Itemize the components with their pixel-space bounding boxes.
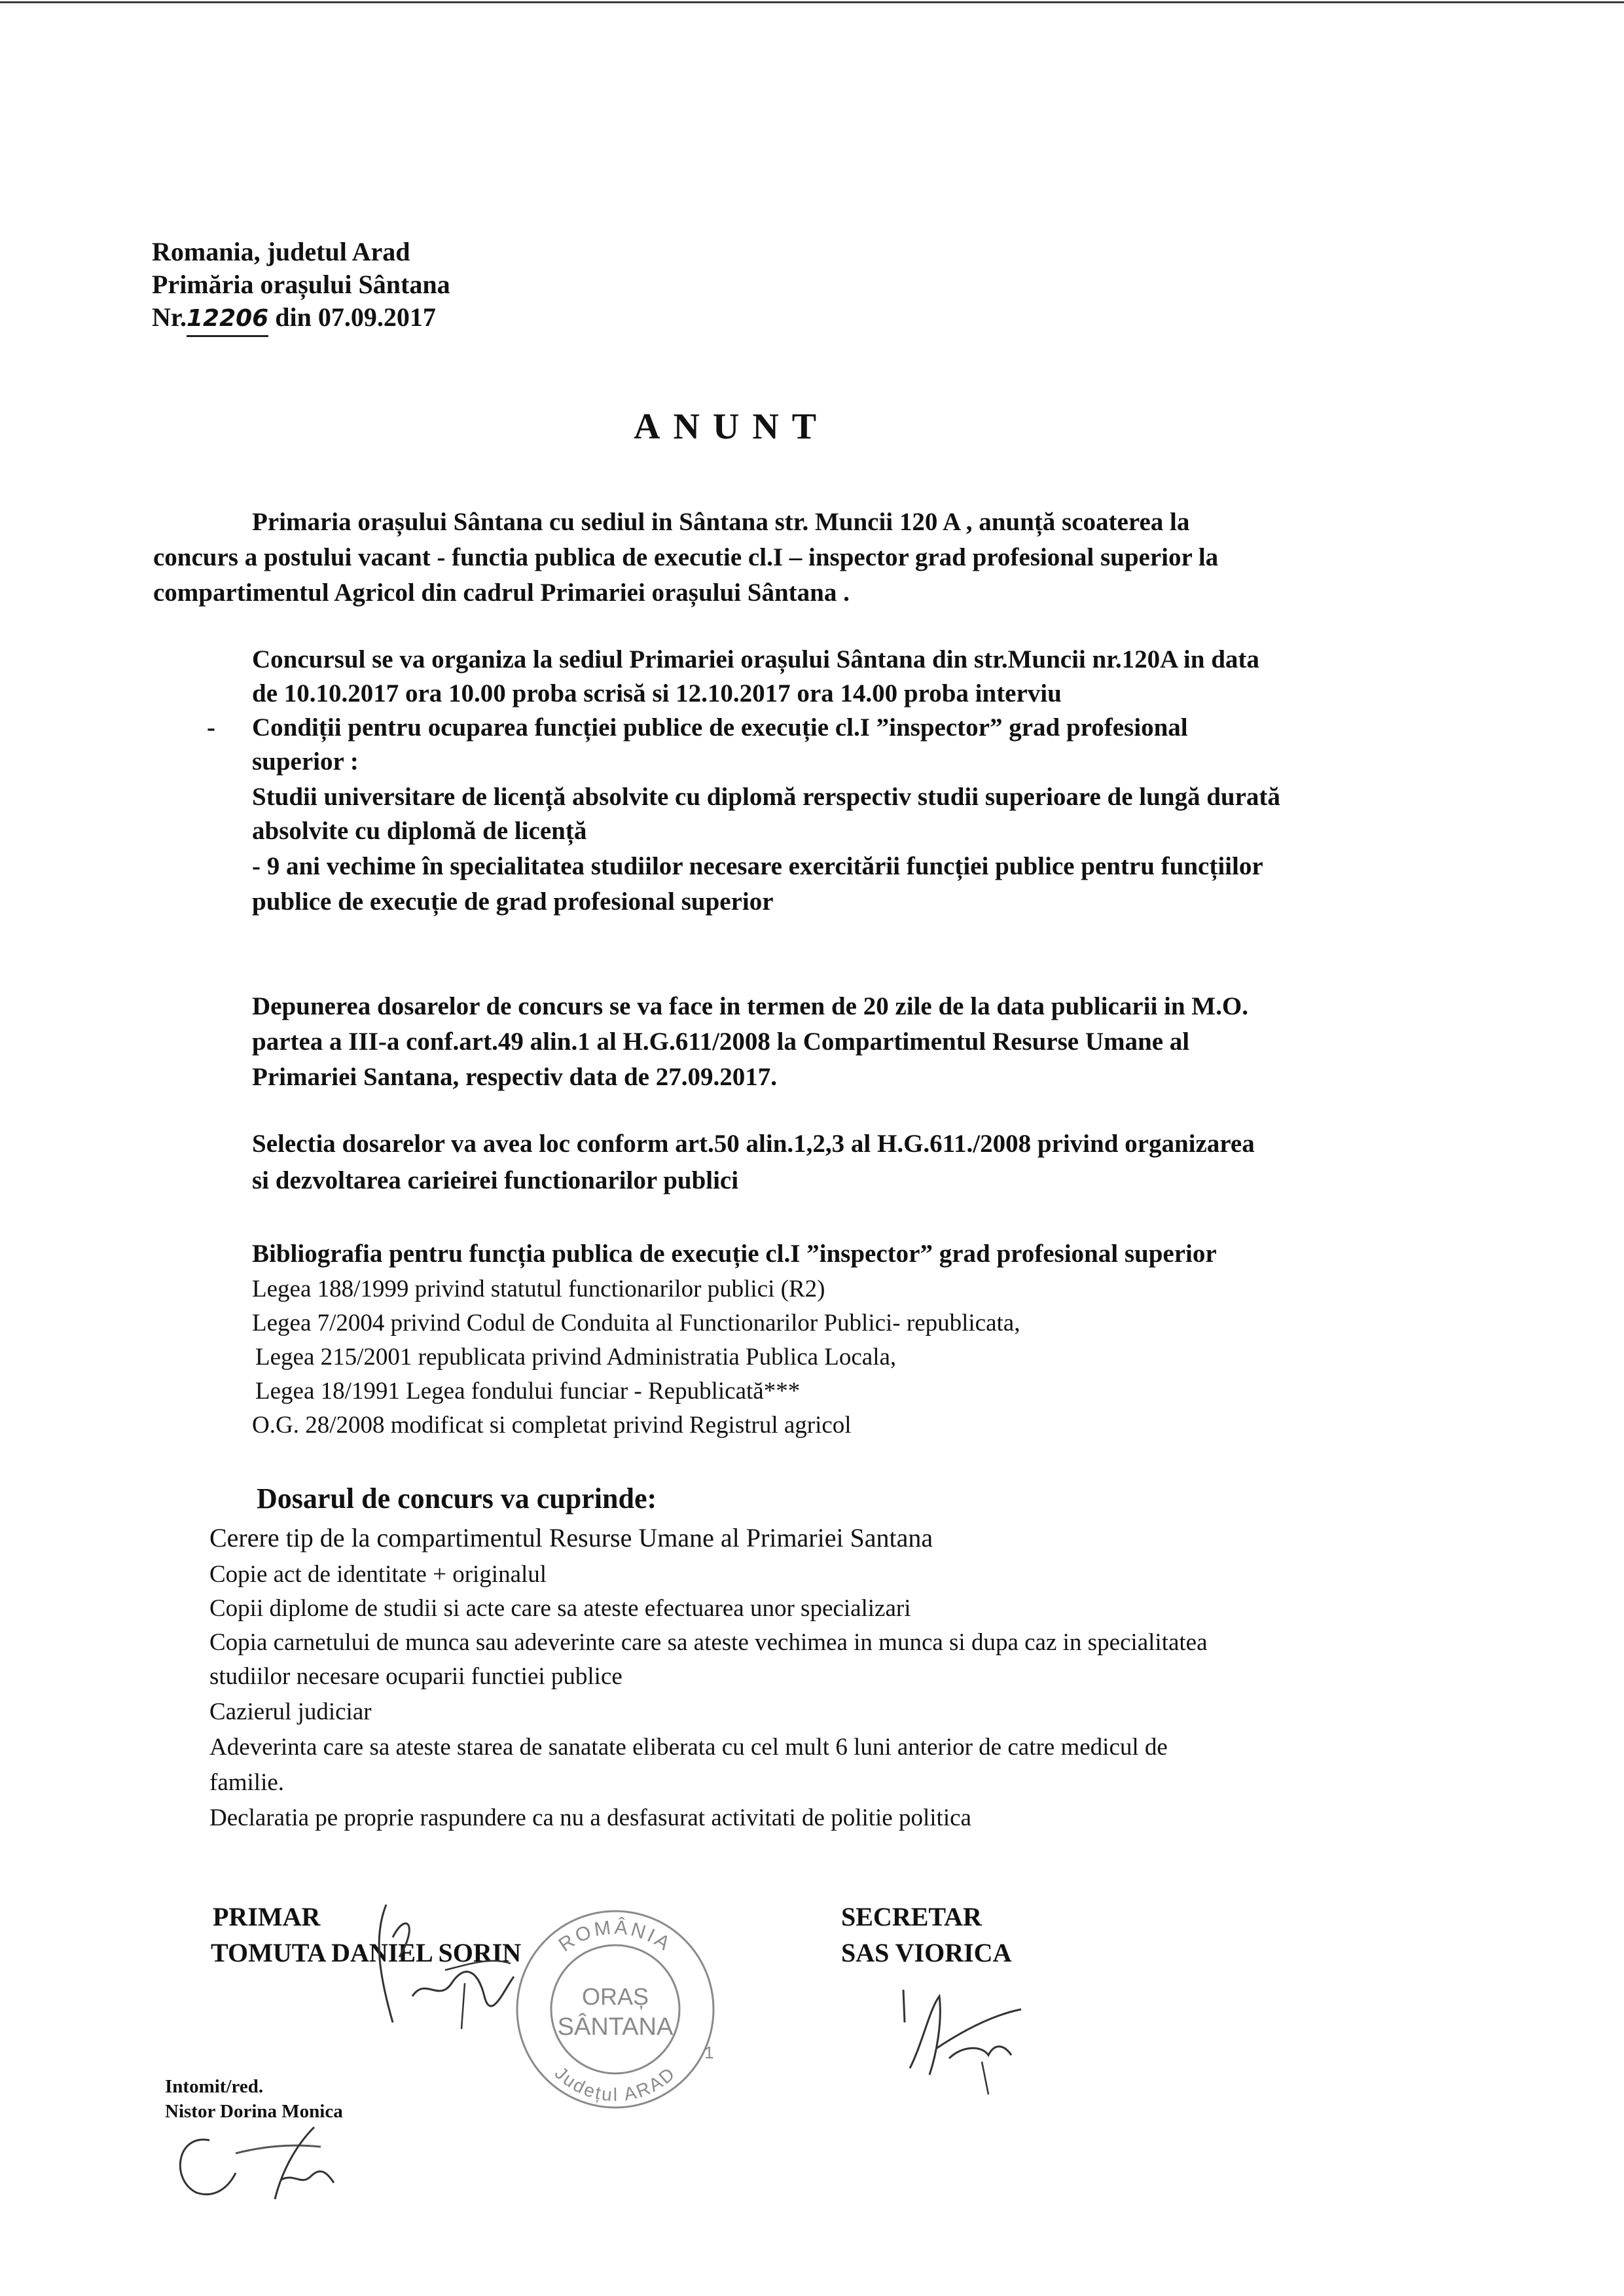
stamp-santana-text: SÂNTANA bbox=[557, 2013, 674, 2041]
dossier-item: Adeverinta care sa ateste starea de sanatate eliberata cu cel mult 6 luni anterior de catre medicul de bbox=[209, 1734, 1168, 1761]
official-stamp bbox=[511, 1901, 720, 2111]
dossier-item: studiilor necesare ocuparii functiei publice bbox=[209, 1663, 623, 1690]
list-dash: - bbox=[207, 713, 215, 742]
dossier-item: Copia carnetului de munca sau adeverinte care sa ateste vechimea in munca si dupa caz in specialitatea bbox=[209, 1629, 1208, 1656]
primar-name: TOMUTA DANIEL SORIN bbox=[211, 1938, 522, 1967]
intro-line-2: concurs a postului vacant - functia publica de executie cl.I – inspector grad profesional superior la bbox=[153, 543, 1219, 571]
dossier-item: Declaratia pe proprie raspundere ca nu a desfasurat activitati de politie politica bbox=[209, 1804, 971, 1831]
depunere-line-2: partea a III-a conf.art.49 alin.1 al H.G.611/2008 la Compartimentul Resurse Umane al bbox=[252, 1028, 1190, 1056]
bibliography-item: Legea 18/1991 Legea fondului funciar - Republicată*** bbox=[255, 1378, 801, 1405]
prepared-by-label: Intomit/red. bbox=[165, 2076, 264, 2097]
header-registration-number bbox=[152, 301, 436, 337]
conditions-line-2: superior : bbox=[252, 747, 359, 776]
secretar-title: SECRETAR bbox=[841, 1902, 982, 1931]
primar-title: PRIMAR bbox=[213, 1902, 321, 1931]
prepared-by-name: Nistor Dorina Monica bbox=[165, 2101, 343, 2122]
dossier-item: Copie act de identitate + originalul bbox=[209, 1561, 547, 1588]
depunere-line-1: Depunerea dosarelor de concurs se va face in termen de 20 zile de la data publicarii in M.O. bbox=[252, 992, 1248, 1020]
header-institution: Primăria orașului Sântana bbox=[152, 270, 450, 299]
concurs-line-2: de 10.10.2017 ora 10.00 proba scrisă si 12.10.2017 ora 14.00 proba interviu bbox=[252, 679, 1062, 708]
conditions-line-6: publice de execuție de grad profesional superior bbox=[252, 888, 774, 916]
stamp-bottom-text: Județul ARAD bbox=[550, 2062, 680, 2106]
scan-top-edge bbox=[0, 1, 1624, 3]
dossier-item: Cerere tip de la compartimentul Resurse Umane al Primariei Santana bbox=[209, 1523, 933, 1552]
bibliography-item: Legea 215/2001 republicata privind Administratia Publica Locala, bbox=[255, 1344, 897, 1371]
intro-line-1: Primaria orașului Sântana cu sediul in Sântana str. Muncii 120 A , anunță scoaterea la bbox=[252, 508, 1190, 536]
conditions-line-3: Studii universitare de licență absolvite cu diplomă rerspectiv studii superioare de lungă durată bbox=[252, 783, 1280, 811]
dossier-item: familie. bbox=[209, 1769, 285, 1796]
header-county: Romania, judetul Arad bbox=[152, 237, 410, 266]
page-title: ANUNT bbox=[634, 406, 830, 447]
concurs-line-1: Concursul se va organiza la sediul Primariei orașului Sântana din str.Muncii nr.120A in data bbox=[252, 645, 1259, 673]
selectia-line-1: Selectia dosarelor va avea loc conform art.50 alin.1,2,3 al H.G.611./2008 privind organizarea bbox=[252, 1130, 1255, 1158]
bibliography-heading: Bibliografia pentru funcția publica de execuție cl.I ”inspector” grad profesional superior bbox=[252, 1240, 1217, 1268]
dossier-item: Cazierul judiciar bbox=[209, 1698, 372, 1725]
dossier-item: Copii diplome de studii si acte care sa ateste efectuarea unor specializari bbox=[209, 1595, 911, 1622]
bibliography-item: Legea 188/1999 privind statutul functionarilor publici (R2) bbox=[252, 1276, 825, 1302]
svg-text:Județul ARAD bbox=[551, 2062, 680, 2105]
depunere-line-3: Primariei Santana, respectiv data de 27.09.2017. bbox=[252, 1063, 777, 1091]
nr-date: din 07.09.2017 bbox=[275, 302, 436, 332]
secretar-signature bbox=[890, 1983, 1041, 2101]
intro-line-3: compartimentul Agricol din cadrul Primariei orașului Sântana . bbox=[153, 579, 850, 607]
conditions-line-1: Condiții pentru ocuparea funcției publice de execuție cl.I ”inspector” grad profesional bbox=[252, 713, 1188, 742]
bibliography-item: Legea 7/2004 privind Codul de Conduita al Functionarilor Publici- republicata, bbox=[252, 1310, 1020, 1336]
conditions-line-5: - 9 ani vechime în specialitatea studiilor necesare exercitării funcției publice pentru funcțiilor bbox=[252, 852, 1263, 880]
nr-handwritten: 12206 bbox=[187, 302, 268, 337]
stamp-top-text: ROMÂNIA bbox=[554, 1916, 676, 1956]
svg-text:ROMÂNIA bbox=[555, 1916, 676, 1956]
stamp-oras-text: ORAȘ bbox=[581, 1983, 649, 2010]
dossier-heading: Dosarul de concurs va cuprinde: bbox=[257, 1482, 657, 1515]
nr-prefix: Nr. bbox=[152, 302, 187, 332]
bibliography-item: O.G. 28/2008 modificat si completat privind Registrul agricol bbox=[252, 1412, 852, 1439]
conditions-line-4: absolvite cu diplomă de licență bbox=[252, 817, 587, 845]
secretar-name: SAS VIORICA bbox=[841, 1938, 1012, 1967]
stamp-digit: 1 bbox=[704, 2043, 714, 2062]
selectia-line-2: si dezvoltarea carieirei functionarilor publici bbox=[252, 1166, 739, 1194]
prepared-by-signature bbox=[164, 2108, 373, 2219]
primar-signature bbox=[367, 1898, 537, 2049]
